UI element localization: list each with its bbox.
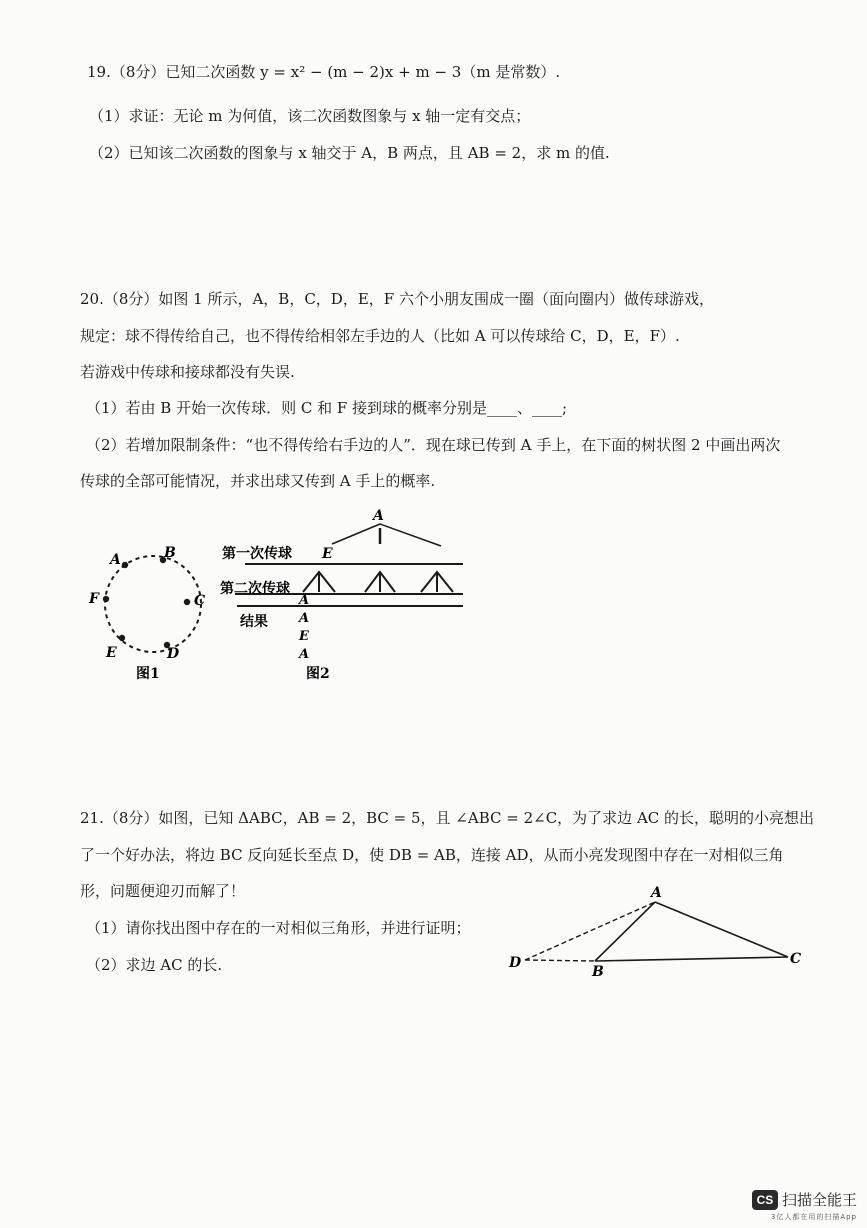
fig1-label-b: B <box>164 545 176 561</box>
q19-part2: （2）已知该二次函数的图象与 x 轴交于 A，B 两点，且 AB = 2，求 m 的值. <box>89 144 610 162</box>
q21-label-b: B <box>592 964 604 980</box>
q21-part2: （2）求边 AC 的长. <box>86 956 223 974</box>
fig1-label-e: E <box>106 645 117 661</box>
q21-segment-ac <box>655 902 788 957</box>
q21-segment-db <box>525 960 595 961</box>
fig2-result-2: E <box>299 629 309 644</box>
fig1-caption: 图1 <box>136 666 160 682</box>
q20-part2b: 传球的全部可能情况，并求出球又传到 A 手上的概率. <box>80 472 436 490</box>
fig1-dot-f <box>103 596 109 602</box>
q20-part1: （1）若由 B 开始一次传球．则 C 和 F 接到球的概率分别是____、____; <box>86 399 568 417</box>
fig2-fork-3 <box>421 572 453 592</box>
fig2-first-node: E <box>322 546 333 562</box>
figure-2-tree <box>215 500 475 685</box>
fig2-result-3: A <box>299 647 310 662</box>
fig2-caption: 图2 <box>306 666 330 682</box>
camscanner-logo-icon: CS <box>752 1190 778 1210</box>
q20-part2: （2）若增加限制条件：“也不得传给右手边的人”．现在球已传到 A 手上，在下面的树状图 2 中画出两次 <box>86 436 781 454</box>
q21-stem: 21.（8分）如图，已知 ΔABC，AB = 2，BC = 5，且 ∠ABC = 2∠C，为了求边 AC 的长，聪明的小亮想出 <box>80 809 815 827</box>
fig2-row1-label: 第一次传球 <box>222 546 292 562</box>
figure-1-circle <box>80 540 220 685</box>
fig1-dot-e <box>119 635 125 641</box>
watermark-sub: 3亿人都在用的扫描App <box>770 1213 857 1221</box>
q19-part1: （1）求证：无论 m 为何值，该二次函数图象与 x 轴一定有交点； <box>89 107 531 125</box>
fig1-label-c: C <box>194 593 206 609</box>
q20-stem: 20.（8分）如图 1 所示，A，B，C，D，E，F 六个小朋友围成一圈（面向圈内）做传球游戏， <box>80 290 714 308</box>
q19-stem: 19.（8分）已知二次函数 y = x² − (m − 2)x + m − 3（m 是常数）. <box>87 63 561 81</box>
q20-rule2: 若游戏中传球和接球都没有失误. <box>80 363 295 381</box>
watermark-name: 扫描全能王 <box>781 1191 857 1209</box>
fig2-row2-label: 第二次传球 <box>220 581 290 597</box>
q21-segment-ab <box>595 902 655 961</box>
fig1-dot-c <box>184 599 190 605</box>
fig2-row3-label: 结果 <box>240 614 268 630</box>
q21-stem3: 形，问题便迎刃而解了！ <box>80 882 246 900</box>
q21-label-d: D <box>509 955 522 971</box>
fig2-fork-2 <box>365 572 395 592</box>
q21-part1: （1）请你找出图中存在的一对相似三角形，并进行证明； <box>86 919 471 937</box>
fig2-result-1: A <box>299 611 310 626</box>
q21-segment-da <box>525 902 655 960</box>
fig1-label-a: A <box>110 552 121 568</box>
q21-triangle-figure <box>500 875 820 985</box>
q21-label-c: C <box>790 951 802 967</box>
fig2-second-node: A <box>299 593 310 608</box>
fig2-fork-1 <box>303 572 335 592</box>
fig2-branch-left <box>332 524 380 544</box>
scanner-watermark <box>752 1189 857 1222</box>
fig2-root: A <box>373 508 384 524</box>
fig1-dot-a <box>122 562 128 568</box>
q21-stem2: 了一个好办法，将边 BC 反向延长至点 D，使 DB = AB，连接 AD，从而小亮发现图中存在一对相似三角 <box>80 846 784 864</box>
fig1-label-d: D <box>167 646 180 662</box>
q21-segment-bc <box>595 957 788 961</box>
fig2-branch-right <box>380 524 441 546</box>
fig1-label-f: F <box>89 591 99 607</box>
fig2-second-branches <box>303 572 453 592</box>
q20-rule: 规定：球不得传给自己，也不得传给相邻左手边的人（比如 A 可以传球给 C，D，E，F）. <box>80 327 680 345</box>
q21-label-a: A <box>651 885 662 901</box>
